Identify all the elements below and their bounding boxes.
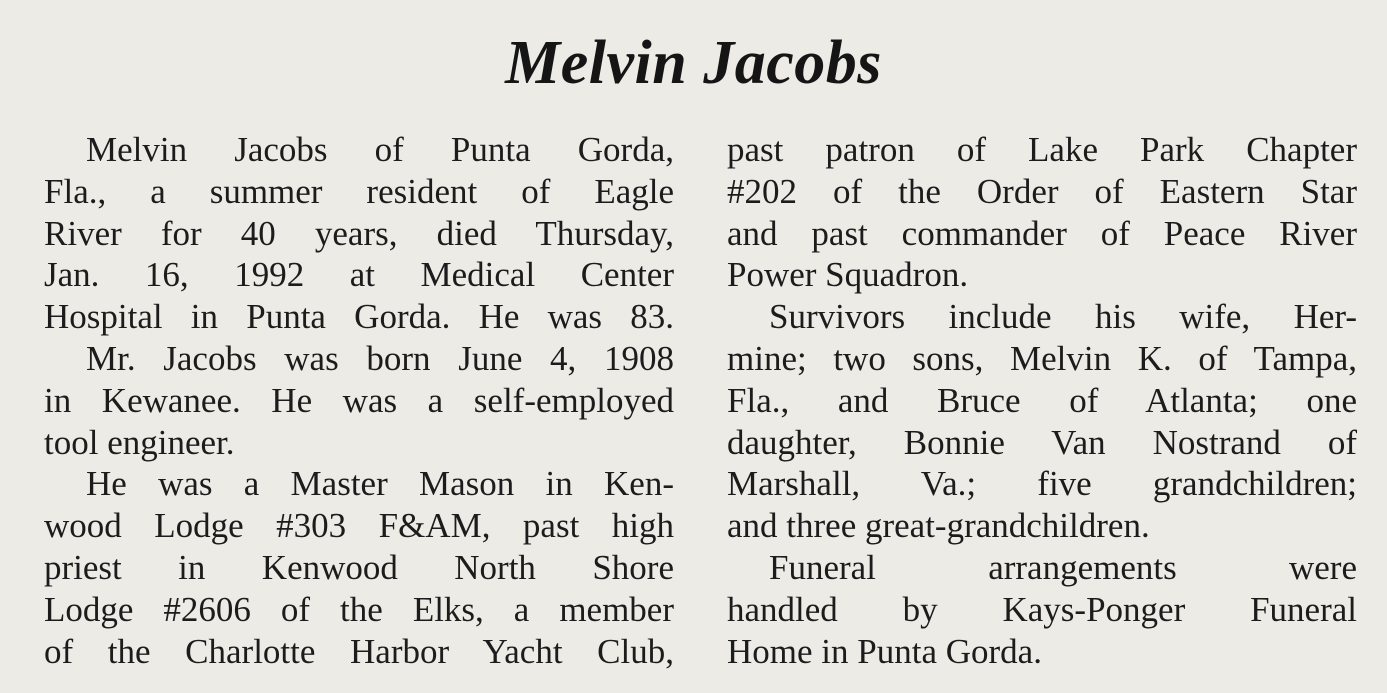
text-line: of the Charlotte Harbor Yacht Club, <box>44 631 674 671</box>
paragraph-memberships <box>44 463 674 672</box>
paragraph-survivors <box>727 296 1357 547</box>
text-line: Jan. 16, 1992 at Medical Center <box>44 255 674 295</box>
right-column <box>727 129 1357 672</box>
text-line: priest in Kenwood North Shore <box>44 547 674 587</box>
paragraph-funeral-arrangements <box>727 547 1357 672</box>
obituary-headline: Melvin Jacobs <box>505 29 882 97</box>
text-line: Mr. Jacobs was born June 4, 1908 <box>86 338 674 378</box>
text-line: #202 of the Order of Eastern Star <box>727 171 1357 211</box>
text-line: Home in Punta Gorda. <box>727 631 1042 671</box>
text-line: wood Lodge #303 F&AM, past high <box>44 506 674 546</box>
paragraph-death-notice <box>44 129 674 338</box>
text-line: daughter, Bonnie Van Nostrand of <box>727 422 1357 462</box>
text-line: Melvin Jacobs of Punta Gorda, <box>86 130 674 169</box>
text-line: Lodge #2606 of the Elks, a member <box>44 589 674 629</box>
text-line: and past commander of Peace River <box>727 213 1357 253</box>
text-line: Survivors include his wife, Her- <box>769 297 1357 337</box>
text-line: mine; two sons, Melvin K. of Tampa, <box>727 338 1357 378</box>
text-line: Power Squadron. <box>727 255 969 295</box>
text-line: Fla., and Bruce of Atlanta; one <box>727 380 1357 420</box>
text-line: River for 40 years, died Thursday, <box>44 213 674 253</box>
text-line: Marshall, Va.; five grandchildren; <box>727 464 1357 504</box>
left-column <box>44 129 674 672</box>
paragraph-birth <box>44 338 674 463</box>
text-line: and three great-grandchildren. <box>727 506 1150 546</box>
text-line: Funeral arrangements were <box>769 547 1357 587</box>
text-line: in Kewanee. He was a self-employed <box>44 380 674 420</box>
text-line: He was a Master Mason in Ken- <box>86 464 674 504</box>
paragraph-memberships-continued <box>727 129 1357 296</box>
text-line: Fla., a summer resident of Eagle <box>44 171 674 211</box>
text-line: handled by Kays-Ponger Funeral <box>727 589 1357 629</box>
text-line: Hospital in Punta Gorda. He was 83. <box>44 297 674 337</box>
text-line: tool engineer. <box>44 422 235 462</box>
text-line: past patron of Lake Park Chapter <box>727 130 1357 169</box>
